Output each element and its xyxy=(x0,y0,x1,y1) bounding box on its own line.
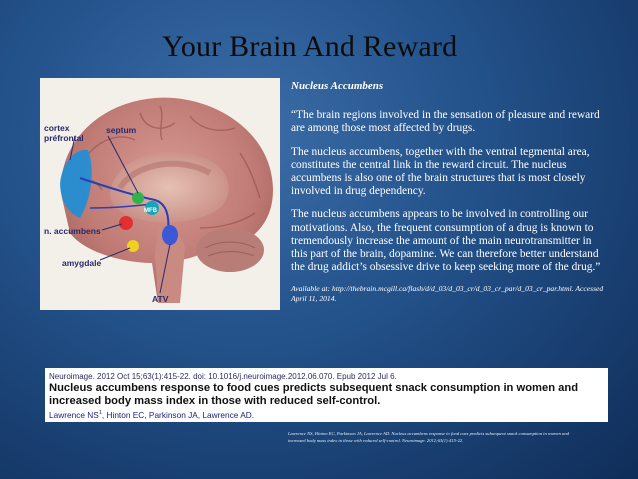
septum-marker xyxy=(132,192,144,204)
reference-text: Lawrence NS, Hinton EC, Parkinson JA, Lawrence AD. Nucleus accumbens response to food cues predicts subsequent snack consumption in women and increased body mass index in those with reduced self-control. Neuroimage. 2012;63(1):415-22. xyxy=(288,431,569,443)
label-atv: ATV xyxy=(152,294,169,304)
n-accumbens-marker xyxy=(119,216,133,230)
abstract-title: Nucleus accumbens response to food cues predicts subsequent snack consumption in women and increased body mass index in those with reduced self-control. xyxy=(49,382,579,407)
amygdale-marker xyxy=(127,240,139,252)
label-septum: septum xyxy=(106,125,137,135)
source-citation: Available at: http://thebrain.mcgill.ca/flash/d/d_03/d_03_cr/d_03_cr_par/d_03_cr_par.html. Accessed April 11, 2014. xyxy=(291,284,604,304)
first-author-link[interactable]: Lawrence NS xyxy=(49,410,99,420)
label-amygdale: amygdale xyxy=(62,258,102,268)
abstract-authors: Lawrence $NS^1$, Hinton EC, Parkinson JA, Lawrence AD. xyxy=(49,410,255,420)
brain-diagram xyxy=(40,78,280,310)
slide-title: Your Brain And Reward xyxy=(162,30,458,63)
abstract-excerpt xyxy=(45,368,608,422)
atv-marker xyxy=(162,225,178,245)
paragraph-1: “The brain regions involved in the sensation of pleasure and reward are among those most affected by drugs. xyxy=(291,109,600,135)
label-n-accumbens: n. accumbens xyxy=(44,226,101,236)
cerebellum xyxy=(196,228,264,272)
label-mfb: MFB xyxy=(144,208,157,214)
label-cortex: cortex xyxy=(44,123,70,133)
paragraph-2: The nucleus accumbens, together with the ventral tegmental area, constitutes the central link in the reward circuit. The nucleus accumbens is also one of the brain structures that is most closely involved in drug dependency. xyxy=(291,145,590,198)
other-authors: , Hinton EC, Parkinson JA, Lawrence AD. xyxy=(101,410,255,420)
paragraph-3: The nucleus accumbens appears to be involved in controlling our motivations. Also, the frequent consumption of a drug is known to tremendously increase the amount of the main neurotransmitter in this part of the brain, dopamine. We can therefore better understand the drug addict’s obsessive drive to keep seeking more of the drug.” xyxy=(291,208,601,274)
brain-reward-pathway-illustration xyxy=(40,78,280,310)
subheading: Nucleus Accumbens xyxy=(291,80,384,92)
abstract-citation: Neuroimage. 2012 Oct 15;63(1):415-22. doi: 10.1016/j.neuroimage.2012.06.070. Epub 2012 Jul 6. xyxy=(49,372,397,381)
content-text xyxy=(291,80,609,314)
label-prefrontal: préfrontal xyxy=(44,133,84,143)
